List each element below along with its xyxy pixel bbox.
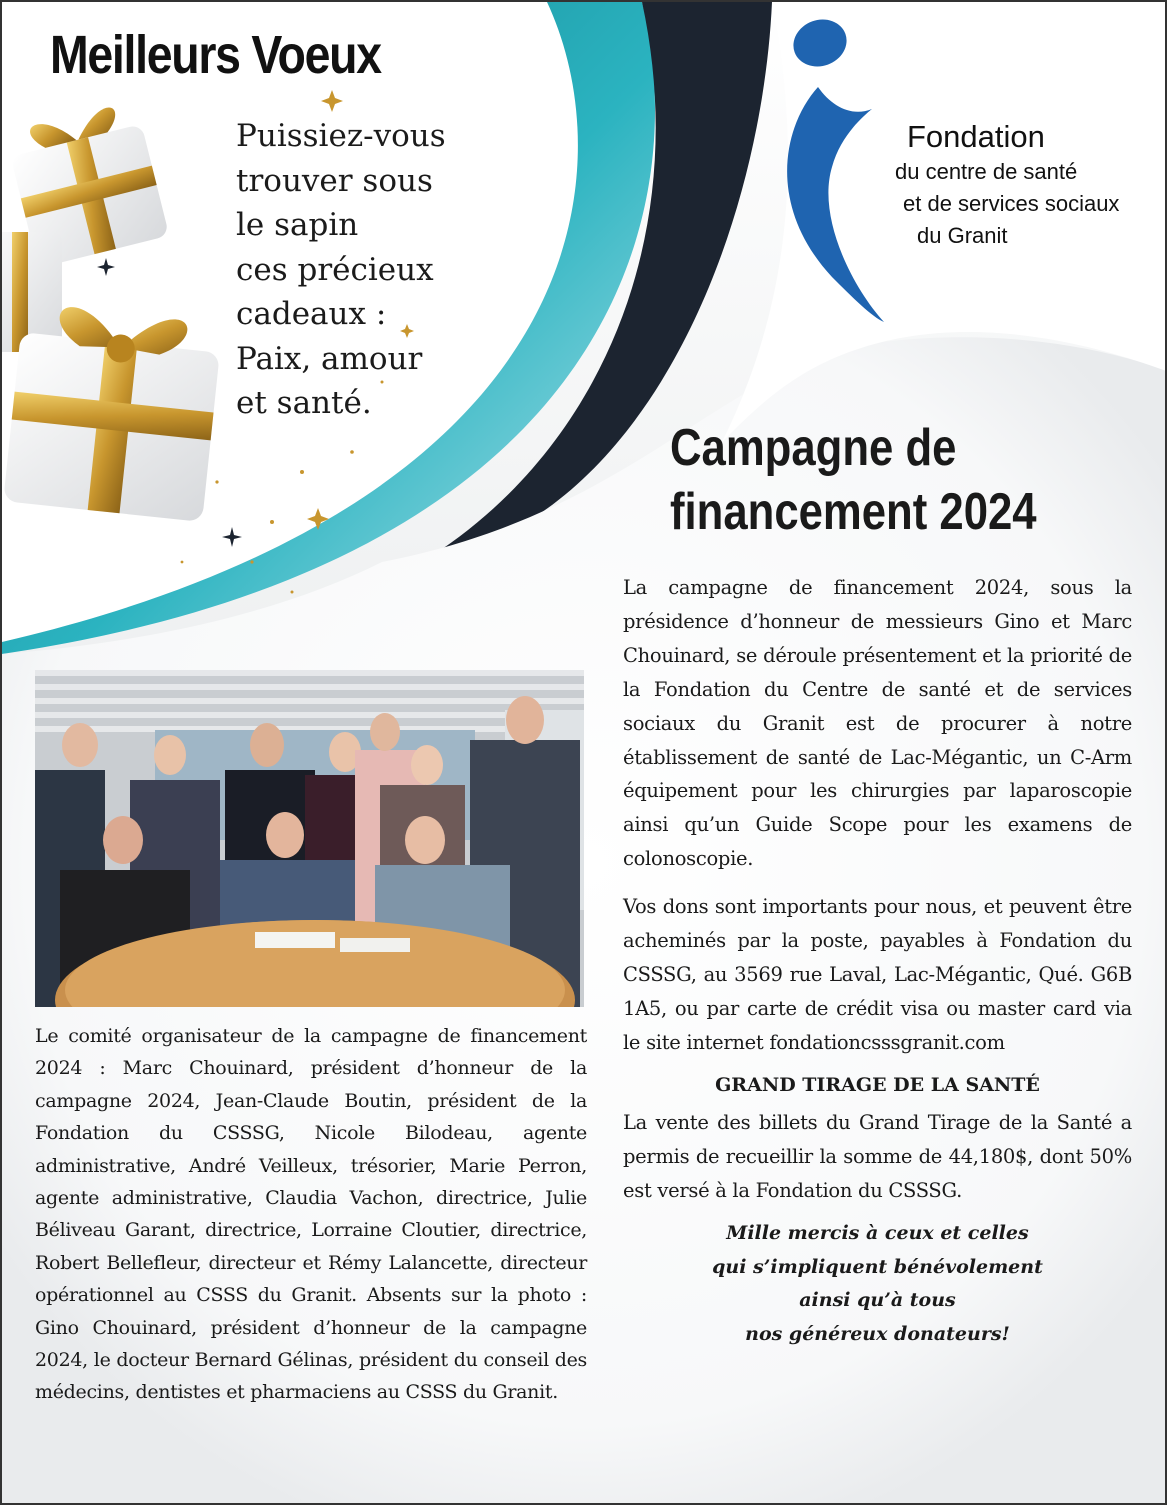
- thanks-line-3: ainsi qu’à tous: [799, 1289, 956, 1312]
- logo-line-1: du centre de santé: [895, 159, 1078, 184]
- grand-tirage-heading: GRAND TIRAGE DE LA SANTÉ: [715, 1073, 1040, 1096]
- thanks-message: [623, 1217, 1132, 1351]
- thanks-line-4: nos généreux donateurs!: [745, 1322, 1010, 1345]
- logo-line-2: et de services sociaux: [903, 191, 1120, 216]
- logo-line-3: du Granit: [917, 223, 1008, 248]
- photo-caption: Le comité organisateur de la campagne de financement 2024 : Marc Chouinard, président d’honneur de la campagne 2024, Jean-Claude Boutin, président de la Fondation du CSSSG, Nicole Bilodeau, agente administrative, André Veilleux, trésorier, Marie Perron, agente administrative, Claudia Vachon, directrice, Julie Béliveau Garant, directrice, Lorraine Cloutier, directrice, Robert Bellefleur, directeur et Rémy Lalancette, directeur opérationnel au CSSS du Granit. Absents sur la photo : Gino Chouinard, président d’honneur de la campagne 2024, le docteur Bernard Gélinas, président du conseil des médecins, dentistes et pharmaciens au CSSS du Granit.: [35, 1025, 587, 1404]
- campaign-paragraph-1: La campagne de financement 2024, sous la présidence d’honneur de messieurs Gino et Marc Chouinard, se déroule présentement et la priorité de la Fondation du Centre de santé et de services sociaux du Granit est de procurer à notre établissement de santé de Lac-Mégantic, un C-Arm équipement pour les chirurgies par laparoscopie ainsi qu’un Guide Scope pour les examens de colonoscopie.: [623, 576, 1132, 871]
- campaign-title-line-2: financement 2024: [670, 483, 1037, 541]
- logo-name: Fondation: [907, 119, 1045, 154]
- thanks-line-1: Mille mercis à ceux et celles: [726, 1222, 1029, 1245]
- gift-boxes-illustration: [2, 92, 242, 552]
- campaign-body: [623, 571, 1132, 1351]
- fondation-logo-text: [895, 118, 1119, 252]
- campaign-title-line-1: Campagne de: [670, 419, 957, 477]
- thanks-line-2: qui s’impliquent bénévolement: [712, 1255, 1043, 1278]
- holiday-wish-text: Puissiez-vous trouver sous le sapin ces précieux cadeaux : Paix, amour et santé.: [236, 118, 446, 421]
- campaign-paragraph-2: Vos dons sont importants pour nous, et peuvent être acheminés par la poste, payables à Fondation du CSSSG, au 3569 rue Laval, Lac-Mégantic, Qué. G6B 1A5, ou par carte de crédit visa ou master card via le site internet fondationcsssgranit.com: [623, 895, 1132, 1054]
- campaign-title: [670, 416, 1140, 544]
- grand-tirage-text: La vente des billets du Grand Tirage de la Santé a permis de recueillir la somme de 44,180$, dont 50% est versé à la Fondation du CSSSG.: [623, 1110, 1132, 1202]
- fondation-logo-icon: [772, 17, 902, 327]
- greeting-headline: Meilleurs Voeux: [50, 25, 381, 85]
- committee-photo: [35, 670, 584, 1007]
